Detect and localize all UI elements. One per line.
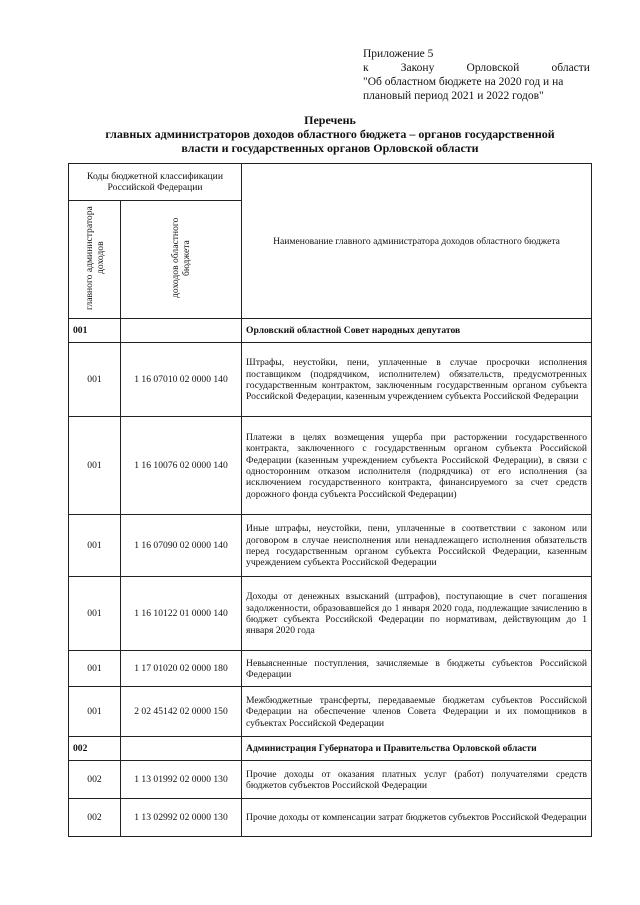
row-admin: 001: [69, 515, 121, 577]
row-admin: 001: [69, 687, 121, 737]
row-name: Доходы от денежных взысканий (штрафов), поступающие в счет погашения задолженности, образовавшейся до 1 января 2020 года, подлежащие зачислению в бюджет субъекта Российской Федерации по нормативам, действующим до 1 января 2020 года: [242, 577, 592, 651]
header-codes: Коды бюджетной классификации Российской Федерации: [69, 164, 242, 201]
row-code: 2 02 45142 02 0000 150: [121, 687, 242, 737]
table-row: [69, 417, 592, 515]
row-name: Невыясненные поступления, зачисляемые в бюджеты субъектов Российской Федерации: [242, 651, 592, 687]
row-code: 1 16 07090 02 0000 140: [121, 515, 242, 577]
row-code: 1 16 07010 02 0000 140: [121, 343, 242, 417]
table-row: [69, 761, 592, 799]
row-admin: 002: [69, 761, 121, 799]
row-admin: 001: [69, 319, 121, 343]
row-name: Орловский областной Совет народных депутатов: [242, 319, 592, 343]
title-line-2: главных администраторов доходов областного бюджета – органов государственной: [105, 127, 555, 141]
row-code: 1 13 02992 02 0000 130: [121, 799, 242, 837]
row-admin: 002: [69, 737, 121, 761]
header-admin: главного администратора доходов: [83, 206, 106, 310]
table-row: [69, 319, 592, 343]
appendix-law-line: к Закону Орловской области: [363, 62, 590, 74]
row-name: Штрафы, неустойки, пени, уплаченные в случае просрочки исполнения поставщиком (подрядчиком, исполнителем) обязательств, предусмотренных государственным контрактом, заключенным государственным органом субъекта Российской Федерации, казенным учреждением субъекта Российской Федерации: [242, 343, 592, 417]
row-admin: 001: [69, 577, 121, 651]
header-name: Наименование главного администратора доходов областного бюджета: [242, 164, 592, 319]
row-admin: 001: [69, 651, 121, 687]
title-line-1: Перечень: [304, 113, 356, 127]
row-name: Прочие доходы от компенсации затрат бюджетов субъектов Российской Федерации: [242, 799, 592, 837]
row-code: 1 17 01020 02 0000 180: [121, 651, 242, 687]
row-name: Администрация Губернатора и Правительства Орловской области: [242, 737, 592, 761]
table-row: [69, 687, 592, 737]
table-row: [69, 737, 592, 761]
header-admin-cell: [69, 201, 121, 319]
table-row: [69, 515, 592, 577]
table-row: [69, 651, 592, 687]
appendix-block: [363, 47, 590, 103]
row-code: 1 13 01992 02 0000 130: [121, 761, 242, 799]
row-name: Иные штрафы, неустойки, пени, уплаченные в соответствии с законом или договором в случае неисполнения или ненадлежащего исполнения обязательств перед государственным органом субъекта Российской Федерации, казенным учреждением субъекта Российской Федерации: [242, 515, 592, 577]
row-admin: 001: [69, 417, 121, 515]
row-code: 1 16 10076 02 0000 140: [121, 417, 242, 515]
header-income: доходов областного бюджета: [170, 217, 192, 299]
row-name: Прочие доходы от оказания платных услуг (работ) получателями средств бюджетов субъектов Российской Федерации: [242, 761, 592, 799]
row-code: [121, 737, 242, 761]
appendix-law-name: "Об областном бюджете на 2020 год и на: [363, 76, 564, 88]
appendix-law-period: плановый период 2021 и 2022 годов": [363, 90, 544, 102]
row-code: 1 16 10122 01 0000 140: [121, 577, 242, 651]
table-header-row: [69, 164, 592, 201]
row-name: Платежи в целях возмещения ущерба при расторжении государственного контракта, заключенного с государственным органом субъекта Российской Федерации (казенным учреждением субъекта Российской Федерации), в связи с односторонним отказом исполнителя (подрядчика) от его исполнения (за исключением государственного контракта, финансируемого за счет средств дорожного фонда субъекта Российской Федерации): [242, 417, 592, 515]
row-name: Межбюджетные трансферты, передаваемые бюджетам субъектов Российской Федерации на обеспечение членов Совета Федерации и их помощников в субъектах Российской Федерации: [242, 687, 592, 737]
title-line-3: власти и государственных органов Орловской области: [181, 141, 479, 155]
table-row: [69, 343, 592, 417]
row-code: [121, 319, 242, 343]
row-admin: 001: [69, 343, 121, 417]
row-admin: 002: [69, 799, 121, 837]
appendix-title: Приложение 5: [363, 48, 434, 60]
document-title: [70, 113, 590, 155]
table-row: [69, 799, 592, 837]
table-row: [69, 577, 592, 651]
administrators-table: [68, 163, 592, 837]
header-income-cell: [121, 201, 242, 319]
